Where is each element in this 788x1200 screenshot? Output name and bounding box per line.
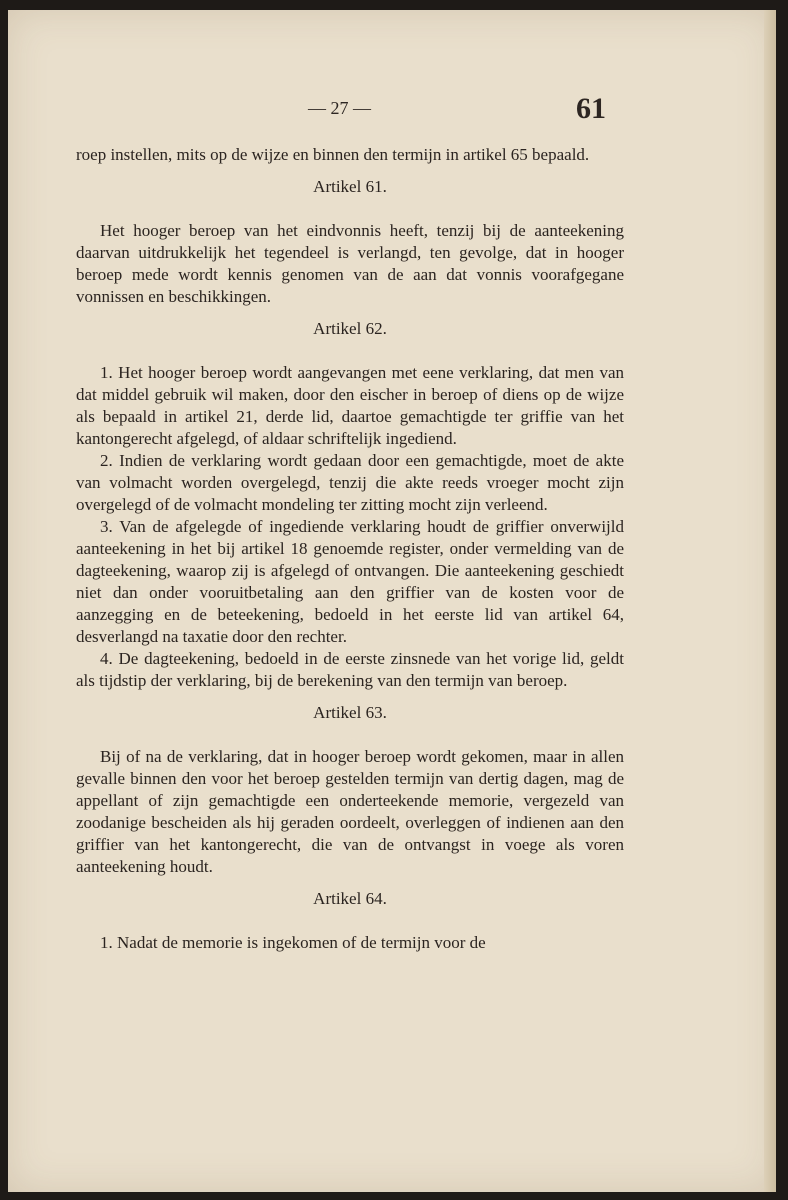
article-62-paragraph-4: 4. De dagteekening, bedoeld in de eerste zinsnede van het vorige lid, geldt als tijdstip der verklaring, bij de berekening van den termijn van beroep.	[76, 649, 624, 690]
page-number-right: 61	[576, 92, 606, 125]
article-62-heading: Artikel 62.	[313, 319, 387, 338]
article-62-paragraph-3: 3. Van de afgelegde of ingediende verklaring houdt de griffier onverwijld aanteekening in het bij artikel 18 genoemde register, onder vermelding van de dagteekening, waarop zij is afgelegd of ontvangen. Die aanteekening geschiedt niet dan onder vooruitbetaling aan den griffier van de kosten voor de aanzegging en de beteekening, bedoeld in het eerste lid van artikel 64, desverlangd na taxatie door den rechter.	[76, 517, 624, 646]
article-62-paragraph-1: 1. Het hooger beroep wordt aangevangen met eene verklaring, dat men van dat middel gebruik wil maken, door den eischer in beroep of diens op de wijze als bepaald in artikel 21, derde lid, daartoe gemachtigde ter griffie van het kantongerecht afgelegd, of aldaar schriftelijk ingediend.	[76, 363, 624, 448]
article-63-text: Bij of na de verklaring, dat in hooger beroep wordt gekomen, maar in allen gevalle binnen den voor het beroep gestelden termijn van dertig dagen, mag de appellant of zijn gemachtigde een onderteekende memorie, vergezeld van zoodanige bescheiden als hij geraden oordeelt, overleggen of indienen aan den griffier van het kantongerecht, die van de ontvangst in voege als voren aanteekening houdt.	[76, 747, 624, 876]
page-header	[8, 92, 776, 132]
page-number-center: — 27 —	[308, 98, 371, 118]
article-61-heading: Artikel 61.	[313, 177, 387, 196]
article-64-heading: Artikel 64.	[313, 889, 387, 908]
article-61-text: Het hooger beroep van het eindvonnis heeft, tenzij bij de aanteekening daarvan uitdrukkelijk het tegendeel is verlangd, ten gevolge, dat in hooger beroep mede wordt kennis genomen van de aan dat vonnis voorafgegane vonnissen en beschikkingen.	[76, 221, 624, 306]
document-page	[8, 10, 776, 1192]
article-64-paragraph-1: 1. Nadat de memorie is ingekomen of de termijn voor de	[100, 933, 486, 952]
article-62-paragraph-2: 2. Indien de verklaring wordt gedaan door een gemachtigde, moet de akte van volmacht worden overgelegd, tenzij die akte reeds vroeger mocht zijn overgelegd of de volmacht mondeling ter zitting mocht zijn verleend.	[76, 451, 624, 514]
page-edge	[764, 10, 776, 1192]
article-63-heading: Artikel 63.	[313, 703, 387, 722]
intro-paragraph: roep instellen, mits op de wijze en binnen den termijn in artikel 65 bepaald.	[76, 145, 590, 164]
page-body	[76, 144, 624, 954]
